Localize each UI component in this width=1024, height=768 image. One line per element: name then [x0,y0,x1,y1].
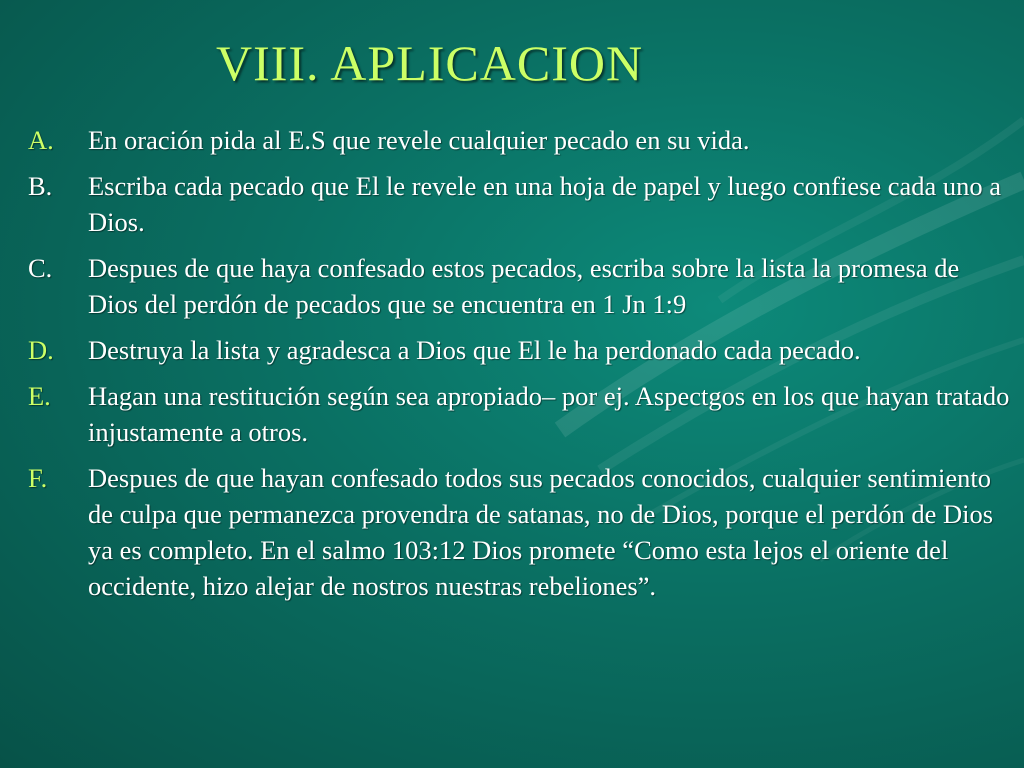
list-item-f [28,460,1013,604]
list-marker: B. [28,171,53,201]
list-item-d [28,332,1013,368]
list-item-text: Escriba cada pecado que El le revele en una hoja de papel y luego confiese cada uno a Dios. [88,171,1002,237]
list-marker: A. [28,125,54,155]
list-item-e [28,378,1013,450]
list-item-text: Despues de que hayan confesado todos sus pecados conocidos, cualquier sentimiento de culpa que permanezca provendra de satanas, no de Dios, porque el perdón de Dios ya es completo. En el salmo 103:12 Dios promete “Como esta lejos el oriente del occidente, hizo alejar de nostros nuestras rebeliones”. [88,463,994,601]
list-item-text: En oración pida al E.S que revele cualquier pecado en su vida. [88,125,750,155]
list-item-text: Hagan una restitución según sea apropiado– por ej. Aspectgos en los que hayan tratado injustamente a otros. [88,381,1010,447]
list-marker: E. [28,381,51,411]
list-item-text: Destruya la lista y agradesca a Dios que El le ha perdonado cada pecado. [88,335,861,365]
list-item-c [28,250,1013,322]
list-item-text: Despues de que haya confesado estos pecados, escriba sobre la lista la promesa de Dios del perdón de pecados que se encuentra en 1 Jn 1:9 [88,253,960,319]
list-item-b [28,168,1013,240]
application-list [28,122,1013,614]
slide-title: VIII. APLICACION [216,35,644,91]
list-item-a [28,122,1013,158]
list-marker: C. [28,253,53,283]
list-marker: D. [28,335,54,365]
list-marker: F. [28,463,48,493]
